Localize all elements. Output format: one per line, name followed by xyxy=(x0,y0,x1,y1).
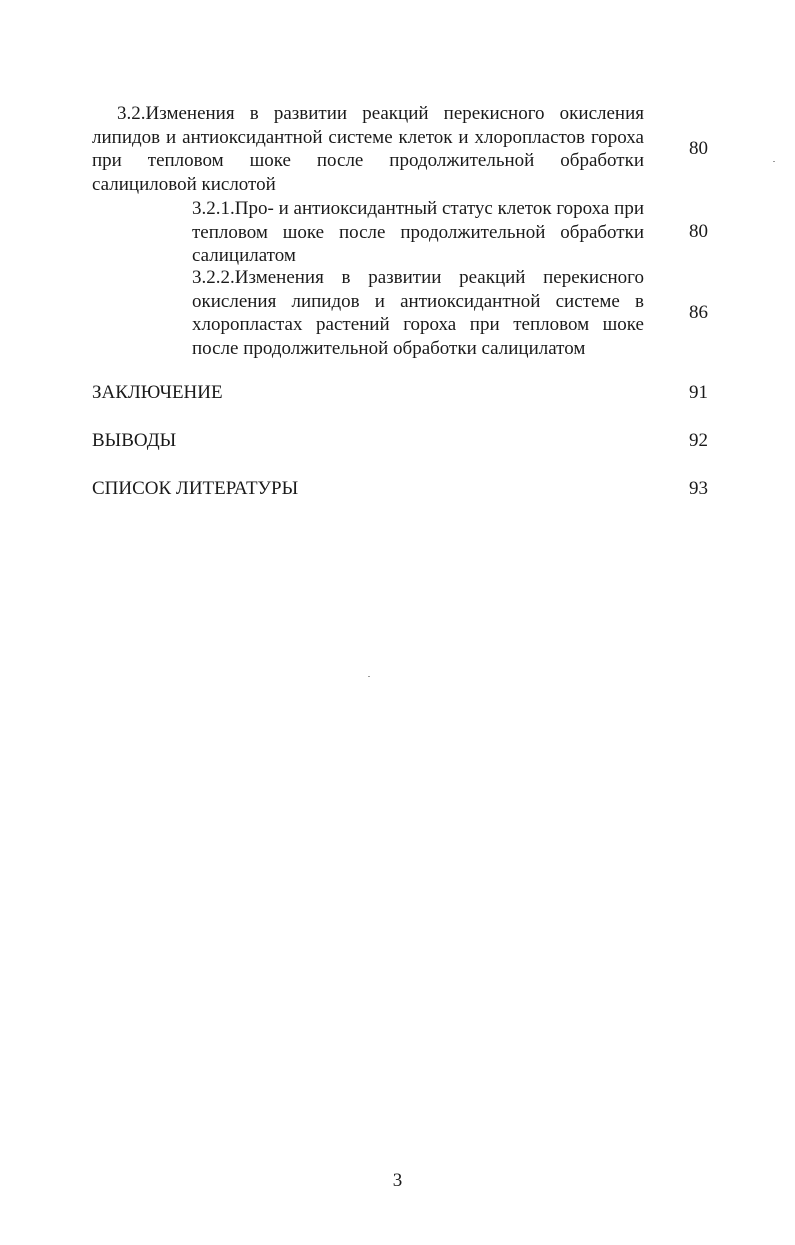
toc-entry-conclusion[interactable] xyxy=(92,382,708,408)
toc-entry-title: 3.2.1.Про- и антиоксидантный статус клеток гороха при тепловом шоке после продолжительной обработки салицилатом xyxy=(192,198,644,266)
toc-entry-section-3-2-2[interactable] xyxy=(0,0,795,370)
toc-entry-page-number: 93 xyxy=(689,478,708,499)
toc-entry-page-number: 92 xyxy=(689,430,708,451)
scan-speck xyxy=(368,676,370,677)
toc-entry-title: ЗАКЛЮЧЕНИЕ xyxy=(92,382,223,403)
toc-entry-page-number: 80 xyxy=(689,221,708,242)
page-number: 3 xyxy=(392,1170,403,1191)
toc-entry-page-number: 80 xyxy=(689,138,708,159)
toc-entry-title: 3.2.Изменения в развитии реакций перекисного окисления липидов и антиоксидантной системе клеток и хлоропластов гороха при тепловом шоке после продолжительной обработки салициловой кислотой xyxy=(92,103,644,195)
toc-entry-findings[interactable] xyxy=(92,430,708,456)
scan-speck xyxy=(773,161,775,162)
toc-entry-page-number: 86 xyxy=(689,302,708,323)
toc-entry-title: 3.2.2.Изменения в развитии реакций перекисного окисления липидов и антиоксидантной системе в хлоропластах растений гороха при тепловом шоке после продолжительной обработки салицилатом xyxy=(192,267,644,359)
toc-entry-title: СПИСОК ЛИТЕРАТУРЫ xyxy=(92,478,299,499)
toc-entry-literature[interactable] xyxy=(92,478,708,504)
toc-entry-title: ВЫВОДЫ xyxy=(92,430,177,451)
toc-entry-page-number: 91 xyxy=(689,382,708,403)
